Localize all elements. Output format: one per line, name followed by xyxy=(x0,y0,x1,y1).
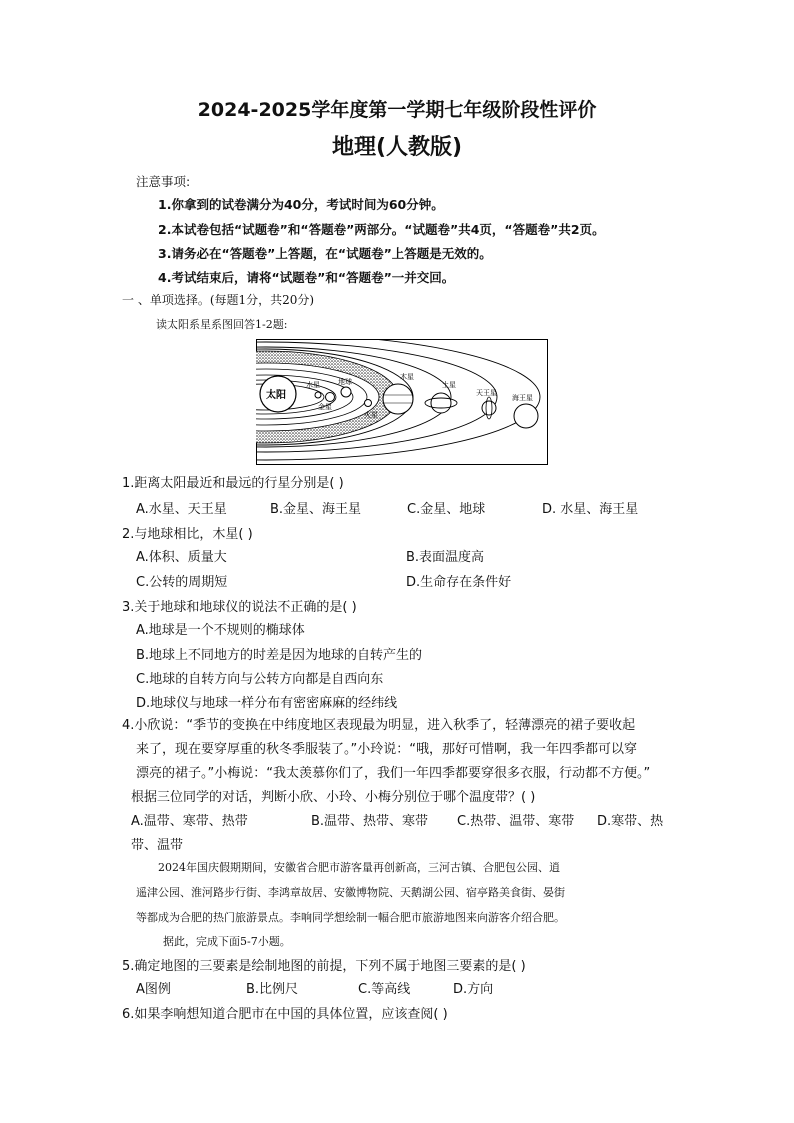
q5-option-b: B.比例尺 xyxy=(246,982,299,997)
q3-option-d: D.地球仪与地球一样分布有密密麻麻的经纬线 xyxy=(136,696,398,711)
q4-option-b: B.温带、热带、寒带 xyxy=(311,814,429,829)
question-3: 3.关于地球和地球仪的说法不正确的是( ) xyxy=(122,600,357,615)
neptune-label: 海王星 xyxy=(512,394,533,402)
q2-option-d: D.生命存在条件好 xyxy=(406,575,512,590)
passage-line: 2024年国庆假期期间，安徽省合肥市游客量再创新高，三河古镇、合肥包公园、逍 xyxy=(158,861,560,874)
question-1: 1.距离太阳最近和最远的行星分别是( ) xyxy=(122,476,344,491)
uranus-label: 天王星 xyxy=(476,389,497,397)
section-heading: 一 、单项选择。(每题1分，共20分) xyxy=(122,293,315,307)
passage-line: 遥津公园、淮河路步行街、李鸿章故居、安徽博物院、天鹅湖公园、宿亭路美食街、晏街 xyxy=(136,886,565,899)
notice-item: 4.考试结束后，请将“试题卷”和“答题卷”一并交回。 xyxy=(158,270,455,285)
q1-option-b: B.金星、海王星 xyxy=(270,502,362,517)
q5-option-a: A图例 xyxy=(136,982,171,997)
q1-option-d: D. 水星、海王星 xyxy=(542,502,639,517)
q3-option-c: C.地球的自转方向与公转方向都是自西向东 xyxy=(136,672,384,687)
venus-label: 金星 xyxy=(318,403,332,411)
notice-heading: 注意事项: xyxy=(136,174,191,189)
passage-line: 据此，完成下面5-7小题。 xyxy=(163,935,291,948)
q5-option-c: C.等高线 xyxy=(358,982,411,997)
q3-option-b: B.地球上不同地方的时差是因为地球的自转产生的 xyxy=(136,648,423,663)
question-5: 5.确定地图的三要素是绘制地图的前提，下列不属于地图三要素的是( ) xyxy=(122,959,526,974)
mercury-icon xyxy=(315,392,321,398)
question-6: 6.如果李响想知道合肥市在中国的具体位置，应该查阅( ) xyxy=(122,1007,448,1022)
exam-subject: 地理(人教版) xyxy=(331,135,463,160)
q1-option-a: A.水星、天王星 xyxy=(136,502,227,517)
q2-option-b: B.表面温度高 xyxy=(406,550,485,565)
sun-label: 太阳 xyxy=(266,390,286,401)
exam-title: 2024-2025学年度第一学期七年级阶段性评价 xyxy=(197,99,597,121)
notice-item: 3.请务必在“答题卷”上答题，在“试题卷”上答题是无效的。 xyxy=(158,246,492,261)
q4-option-a: A.温带、寒带、热带 xyxy=(131,814,248,829)
diagram-intro: 读太阳系星系图回答1-2题: xyxy=(156,318,288,331)
q2-option-c: C.公转的周期短 xyxy=(136,575,228,590)
question-4-line: 4.小欣说：“季节的变换在中纬度地区表现最为明显，进入秋季了，轻薄漂亮的裙子要收起 xyxy=(122,718,636,733)
solar-system-diagram xyxy=(256,339,548,465)
notice-item: 1.你拿到的试卷满分为40分，考试时间为60分钟。 xyxy=(158,197,444,212)
saturn-label: 土星 xyxy=(442,381,456,389)
question-4-line: 来了，现在要穿厚重的秋冬季服装了。”小玲说：“哦，那好可惜啊，我一年四季都可以穿 xyxy=(136,742,637,757)
jupiter-icon xyxy=(383,384,413,414)
mars-icon xyxy=(365,400,372,407)
earth-label: 地球 xyxy=(338,378,352,386)
q4-option-c: C.热带、温带、寒带 xyxy=(457,814,575,829)
q4-option-d: D.寒带、热 xyxy=(597,814,664,829)
earth-icon xyxy=(341,387,351,397)
q2-option-a: A.体积、质量大 xyxy=(136,550,227,565)
jupiter-label: 木星 xyxy=(400,373,414,381)
neptune-icon xyxy=(514,404,538,428)
mars-label: 火星 xyxy=(364,411,378,419)
question-2: 2.与地球相比，木星( ) xyxy=(122,527,253,542)
saturn-icon xyxy=(431,393,451,413)
question-4-line: 根据三位同学的对话，判断小欣、小玲、小梅分别位于哪个温度带？( ) xyxy=(131,790,536,805)
passage-line: 等都成为合肥的热门旅游景点。李响同学想绘制一幅合肥市旅游地图来向游客介绍合肥。 xyxy=(136,911,565,924)
venus-icon xyxy=(326,393,335,402)
notice-item: 2.本试卷包括“试题卷”和“答题卷”两部分。“试题卷”共4页，“答题卷”共2页。 xyxy=(158,222,605,237)
q5-option-d: D.方向 xyxy=(453,982,494,997)
q1-option-c: C.金星、地球 xyxy=(407,502,486,517)
question-4-line: 漂亮的裙子。”小梅说：“我太羡慕你们了，我们一年四季都要穿很多衣服，行动都不方便。” xyxy=(136,766,651,781)
q4-option-d-cont: 带、温带 xyxy=(131,838,184,853)
uranus-icon xyxy=(482,401,496,415)
mercury-label: 水星 xyxy=(306,381,320,389)
q3-option-a: A.地球是一个不规则的椭球体 xyxy=(136,623,305,638)
